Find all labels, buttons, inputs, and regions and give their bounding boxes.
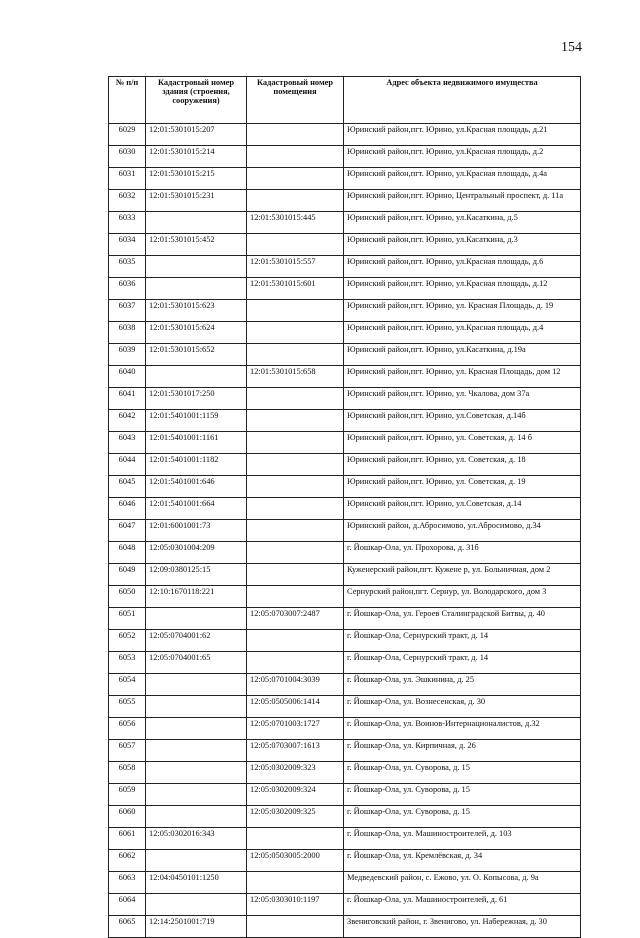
row-number-cell: 6030: [109, 146, 146, 168]
building-cadastral-cell: 12:01:5401001:1161: [146, 432, 247, 454]
premises-cadastral-cell: [247, 124, 344, 146]
premises-cadastral-cell: 12:05:0505006:1414: [247, 696, 344, 718]
address-cell: Юринский район,пгт. Юрино, ул. Советская, д. 18: [344, 454, 581, 476]
table-row: [109, 190, 581, 212]
table-row: [109, 476, 581, 498]
address-cell: Юринский район,пгт. Юрино, Центральный проспект, д. 11а: [344, 190, 581, 212]
building-cadastral-cell: 12:05:0704001:62: [146, 630, 247, 652]
address-cell: Юринский район,пгт. Юрино, ул. Красная Площадь, дом 12: [344, 366, 581, 388]
table-row: [109, 278, 581, 300]
building-cadastral-cell: 12:01:5401001:646: [146, 476, 247, 498]
premises-cadastral-cell: [247, 454, 344, 476]
address-cell: Юринский район,пгт. Юрино, ул.Касаткина, д.3: [344, 234, 581, 256]
premises-cadastral-cell: [247, 828, 344, 850]
row-number-cell: 6038: [109, 322, 146, 344]
address-cell: г. Йошкар-Ола, Сернурский тракт, д. 14: [344, 652, 581, 674]
premises-cadastral-cell: [247, 234, 344, 256]
building-cadastral-cell: 12:01:5401001:664: [146, 498, 247, 520]
row-number-cell: 6032: [109, 190, 146, 212]
table-row: [109, 432, 581, 454]
building-cadastral-cell: [146, 850, 247, 872]
table-row: [109, 872, 581, 894]
table-row: [109, 146, 581, 168]
building-cadastral-cell: [146, 806, 247, 828]
page-number: 154: [561, 40, 582, 55]
table-row: [109, 344, 581, 366]
table-row: [109, 410, 581, 432]
table-row: [109, 322, 581, 344]
row-number-cell: 6058: [109, 762, 146, 784]
building-cadastral-cell: 12:01:5301015:215: [146, 168, 247, 190]
header-address: Адрес объекта недвижимого имущества: [344, 77, 581, 124]
row-number-cell: 6055: [109, 696, 146, 718]
row-number-cell: 6060: [109, 806, 146, 828]
address-cell: Юринский район,пгт. Юрино, ул.Красная площадь, д.12: [344, 278, 581, 300]
row-number-cell: 6039: [109, 344, 146, 366]
address-cell: Юринский район,пгт. Юрино, ул.Красная площадь, д.2: [344, 146, 581, 168]
row-number-cell: 6033: [109, 212, 146, 234]
table-row: [109, 212, 581, 234]
address-cell: Звениговский район, г. Звенигово, ул. Набережная, д. 30: [344, 916, 581, 938]
row-number-cell: 6056: [109, 718, 146, 740]
building-cadastral-cell: [146, 278, 247, 300]
premises-cadastral-cell: 12:05:0302009:323: [247, 762, 344, 784]
building-cadastral-cell: 12:14:2501001:719: [146, 916, 247, 938]
building-cadastral-cell: 12:01:5401001:1182: [146, 454, 247, 476]
table-row: [109, 498, 581, 520]
address-cell: г. Йошкар-Ола, ул. Эшкинина, д. 25: [344, 674, 581, 696]
row-number-cell: 6035: [109, 256, 146, 278]
row-number-cell: 6053: [109, 652, 146, 674]
premises-cadastral-cell: 12:05:0303010:1197: [247, 894, 344, 916]
address-cell: Медведевский район, с. Ежово, ул. О. Копысова, д. 9а: [344, 872, 581, 894]
header-building-cadastral: Кадастровый номер здания (строения, сооружения): [146, 77, 247, 124]
row-number-cell: 6042: [109, 410, 146, 432]
premises-cadastral-cell: [247, 388, 344, 410]
address-cell: Юринский район,пгт. Юрино, ул.Красная площадь, д.4а: [344, 168, 581, 190]
row-number-cell: 6043: [109, 432, 146, 454]
address-cell: Юринский район,пгт. Юрино, ул.Красная площадь, д.6: [344, 256, 581, 278]
address-cell: г. Йошкар-Ола, Сернурский тракт, д. 14: [344, 630, 581, 652]
row-number-cell: 6048: [109, 542, 146, 564]
row-number-cell: 6064: [109, 894, 146, 916]
table-row: [109, 740, 581, 762]
building-cadastral-cell: [146, 762, 247, 784]
table-row: [109, 454, 581, 476]
address-cell: Юринский район,пгт. Юрино, ул.Красная площадь, д.4: [344, 322, 581, 344]
premises-cadastral-cell: 12:01:5301015:557: [247, 256, 344, 278]
row-number-cell: 6054: [109, 674, 146, 696]
building-cadastral-cell: 12:05:0302016:343: [146, 828, 247, 850]
address-cell: г. Йошкар-Ола, ул. Суворова, д. 15: [344, 806, 581, 828]
building-cadastral-cell: 12:01:6001001:73: [146, 520, 247, 542]
row-number-cell: 6046: [109, 498, 146, 520]
premises-cadastral-cell: [247, 542, 344, 564]
premises-cadastral-cell: [247, 916, 344, 938]
address-cell: г. Йошкар-Ола, ул. Кремлёвская, д. 34: [344, 850, 581, 872]
premises-cadastral-cell: 12:01:5301015:658: [247, 366, 344, 388]
table-row: [109, 850, 581, 872]
building-cadastral-cell: [146, 740, 247, 762]
address-cell: г. Йошкар-Ола, ул. Вознесенская, д. 30: [344, 696, 581, 718]
address-cell: Юринский район,пгт. Юрино, ул. Советская, д. 19: [344, 476, 581, 498]
address-cell: Юринский район,пгт. Юрино, ул.Советская, д.14б: [344, 410, 581, 432]
address-cell: Куженерский район,пгт. Кужене р, ул. Больничная, дом 2: [344, 564, 581, 586]
table-row: [109, 388, 581, 410]
row-number-cell: 6063: [109, 872, 146, 894]
table-row: [109, 608, 581, 630]
building-cadastral-cell: 12:09:0380125:15: [146, 564, 247, 586]
premises-cadastral-cell: [247, 344, 344, 366]
table-row: [109, 806, 581, 828]
premises-cadastral-cell: [247, 564, 344, 586]
premises-cadastral-cell: 12:05:0703007:1613: [247, 740, 344, 762]
row-number-cell: 6065: [109, 916, 146, 938]
table-row: [109, 256, 581, 278]
table-row: [109, 300, 581, 322]
address-cell: Юринский район,пгт. Юрино, ул.Касаткина, д.5: [344, 212, 581, 234]
building-cadastral-cell: 12:10:1670118:221: [146, 586, 247, 608]
address-cell: г. Йошкар-Ола, ул. Прохорова, д. 31б: [344, 542, 581, 564]
row-number-cell: 6051: [109, 608, 146, 630]
property-registry-table: [108, 76, 581, 938]
table-row: [109, 542, 581, 564]
building-cadastral-cell: [146, 608, 247, 630]
row-number-cell: 6052: [109, 630, 146, 652]
row-number-cell: 6061: [109, 828, 146, 850]
address-cell: Юринский район,пгт. Юрино, ул. Красная Площадь, д. 19: [344, 300, 581, 322]
premises-cadastral-cell: 12:01:5301015:601: [247, 278, 344, 300]
row-number-cell: 6057: [109, 740, 146, 762]
building-cadastral-cell: [146, 718, 247, 740]
row-number-cell: 6050: [109, 586, 146, 608]
header-number: № п/п: [109, 77, 146, 124]
row-number-cell: 6059: [109, 784, 146, 806]
premises-cadastral-cell: 12:01:5301015:445: [247, 212, 344, 234]
table-row: [109, 630, 581, 652]
table-row: [109, 718, 581, 740]
premises-cadastral-cell: [247, 498, 344, 520]
premises-cadastral-cell: [247, 168, 344, 190]
table-row: [109, 124, 581, 146]
address-cell: г. Йошкар-Ола, ул. Суворова, д. 15: [344, 762, 581, 784]
premises-cadastral-cell: [247, 432, 344, 454]
table-row: [109, 520, 581, 542]
premises-cadastral-cell: [247, 300, 344, 322]
building-cadastral-cell: 12:01:5301015:231: [146, 190, 247, 212]
table-row: [109, 762, 581, 784]
building-cadastral-cell: 12:05:0704001:65: [146, 652, 247, 674]
address-cell: г. Йошкар-Ола, ул. Воинов-Интернационалистов, д.32: [344, 718, 581, 740]
premises-cadastral-cell: [247, 476, 344, 498]
table-row: [109, 652, 581, 674]
building-cadastral-cell: [146, 696, 247, 718]
premises-cadastral-cell: 12:05:0701004:3039: [247, 674, 344, 696]
table-row: [109, 564, 581, 586]
row-number-cell: 6036: [109, 278, 146, 300]
table-row: [109, 234, 581, 256]
building-cadastral-cell: 12:04:0450101:1250: [146, 872, 247, 894]
row-number-cell: 6049: [109, 564, 146, 586]
building-cadastral-cell: 12:01:5401001:1159: [146, 410, 247, 432]
premises-cadastral-cell: 12:05:0503005:2000: [247, 850, 344, 872]
row-number-cell: 6031: [109, 168, 146, 190]
row-number-cell: 6045: [109, 476, 146, 498]
address-cell: Юринский район,пгт. Юрино, ул.Советская, д.14: [344, 498, 581, 520]
table-row: [109, 784, 581, 806]
premises-cadastral-cell: [247, 652, 344, 674]
row-number-cell: 6047: [109, 520, 146, 542]
premises-cadastral-cell: [247, 586, 344, 608]
row-number-cell: 6062: [109, 850, 146, 872]
address-cell: Юринский район, д.Абросимово, ул.Абросимово, д.34: [344, 520, 581, 542]
row-number-cell: 6037: [109, 300, 146, 322]
address-cell: г. Йошкар-Ола, ул. Кирпичная, д. 26: [344, 740, 581, 762]
premises-cadastral-cell: 12:05:0302009:325: [247, 806, 344, 828]
premises-cadastral-cell: [247, 322, 344, 344]
building-cadastral-cell: [146, 366, 247, 388]
address-cell: г. Йошкар-Ола, ул. Машиностроителей, д. 103: [344, 828, 581, 850]
premises-cadastral-cell: [247, 190, 344, 212]
building-cadastral-cell: 12:01:5301015:652: [146, 344, 247, 366]
table-body: [109, 124, 581, 938]
building-cadastral-cell: 12:01:5301015:214: [146, 146, 247, 168]
header-premises-cadastral: Кадастровый номер помещения: [247, 77, 344, 124]
row-number-cell: 6044: [109, 454, 146, 476]
building-cadastral-cell: 12:01:5301017:250: [146, 388, 247, 410]
address-cell: Юринский район,пгт. Юрино, ул. Чкалова, дом 37а: [344, 388, 581, 410]
premises-cadastral-cell: [247, 520, 344, 542]
table-row: [109, 674, 581, 696]
address-cell: Юринский район,пгт. Юрино, ул.Касаткина, д.19а: [344, 344, 581, 366]
building-cadastral-cell: [146, 212, 247, 234]
address-cell: Сернурский район,пгт. Сернур, ул. Володарского, дом 3: [344, 586, 581, 608]
premises-cadastral-cell: 12:05:0701003:1727: [247, 718, 344, 740]
table-row: [109, 168, 581, 190]
table-header-row: [109, 77, 581, 124]
premises-cadastral-cell: [247, 146, 344, 168]
premises-cadastral-cell: 12:05:0302009:324: [247, 784, 344, 806]
table-row: [109, 696, 581, 718]
address-cell: г. Йошкар-Ола, ул. Суворова, д. 15: [344, 784, 581, 806]
premises-cadastral-cell: [247, 410, 344, 432]
row-number-cell: 6029: [109, 124, 146, 146]
building-cadastral-cell: [146, 674, 247, 696]
address-cell: Юринский район,пгт. Юрино, ул. Советская, д. 14 б: [344, 432, 581, 454]
building-cadastral-cell: 12:01:5301015:452: [146, 234, 247, 256]
building-cadastral-cell: [146, 784, 247, 806]
building-cadastral-cell: 12:05:0301004:209: [146, 542, 247, 564]
row-number-cell: 6041: [109, 388, 146, 410]
premises-cadastral-cell: 12:05:0703007:2487: [247, 608, 344, 630]
address-cell: Юринский район,пгт. Юрино, ул.Красная площадь, д.21: [344, 124, 581, 146]
premises-cadastral-cell: [247, 630, 344, 652]
row-number-cell: 6034: [109, 234, 146, 256]
building-cadastral-cell: [146, 256, 247, 278]
address-cell: г. Йошкар-Ола, ул. Машиностроителей, д. 61: [344, 894, 581, 916]
table-row: [109, 916, 581, 938]
table-row: [109, 828, 581, 850]
address-cell: г. Йошкар-Ола, ул. Героев Сталинградской Битвы, д. 40: [344, 608, 581, 630]
table-row: [109, 586, 581, 608]
premises-cadastral-cell: [247, 872, 344, 894]
row-number-cell: 6040: [109, 366, 146, 388]
table-row: [109, 366, 581, 388]
building-cadastral-cell: 12:01:5301015:623: [146, 300, 247, 322]
building-cadastral-cell: 12:01:5301015:207: [146, 124, 247, 146]
building-cadastral-cell: 12:01:5301015:624: [146, 322, 247, 344]
